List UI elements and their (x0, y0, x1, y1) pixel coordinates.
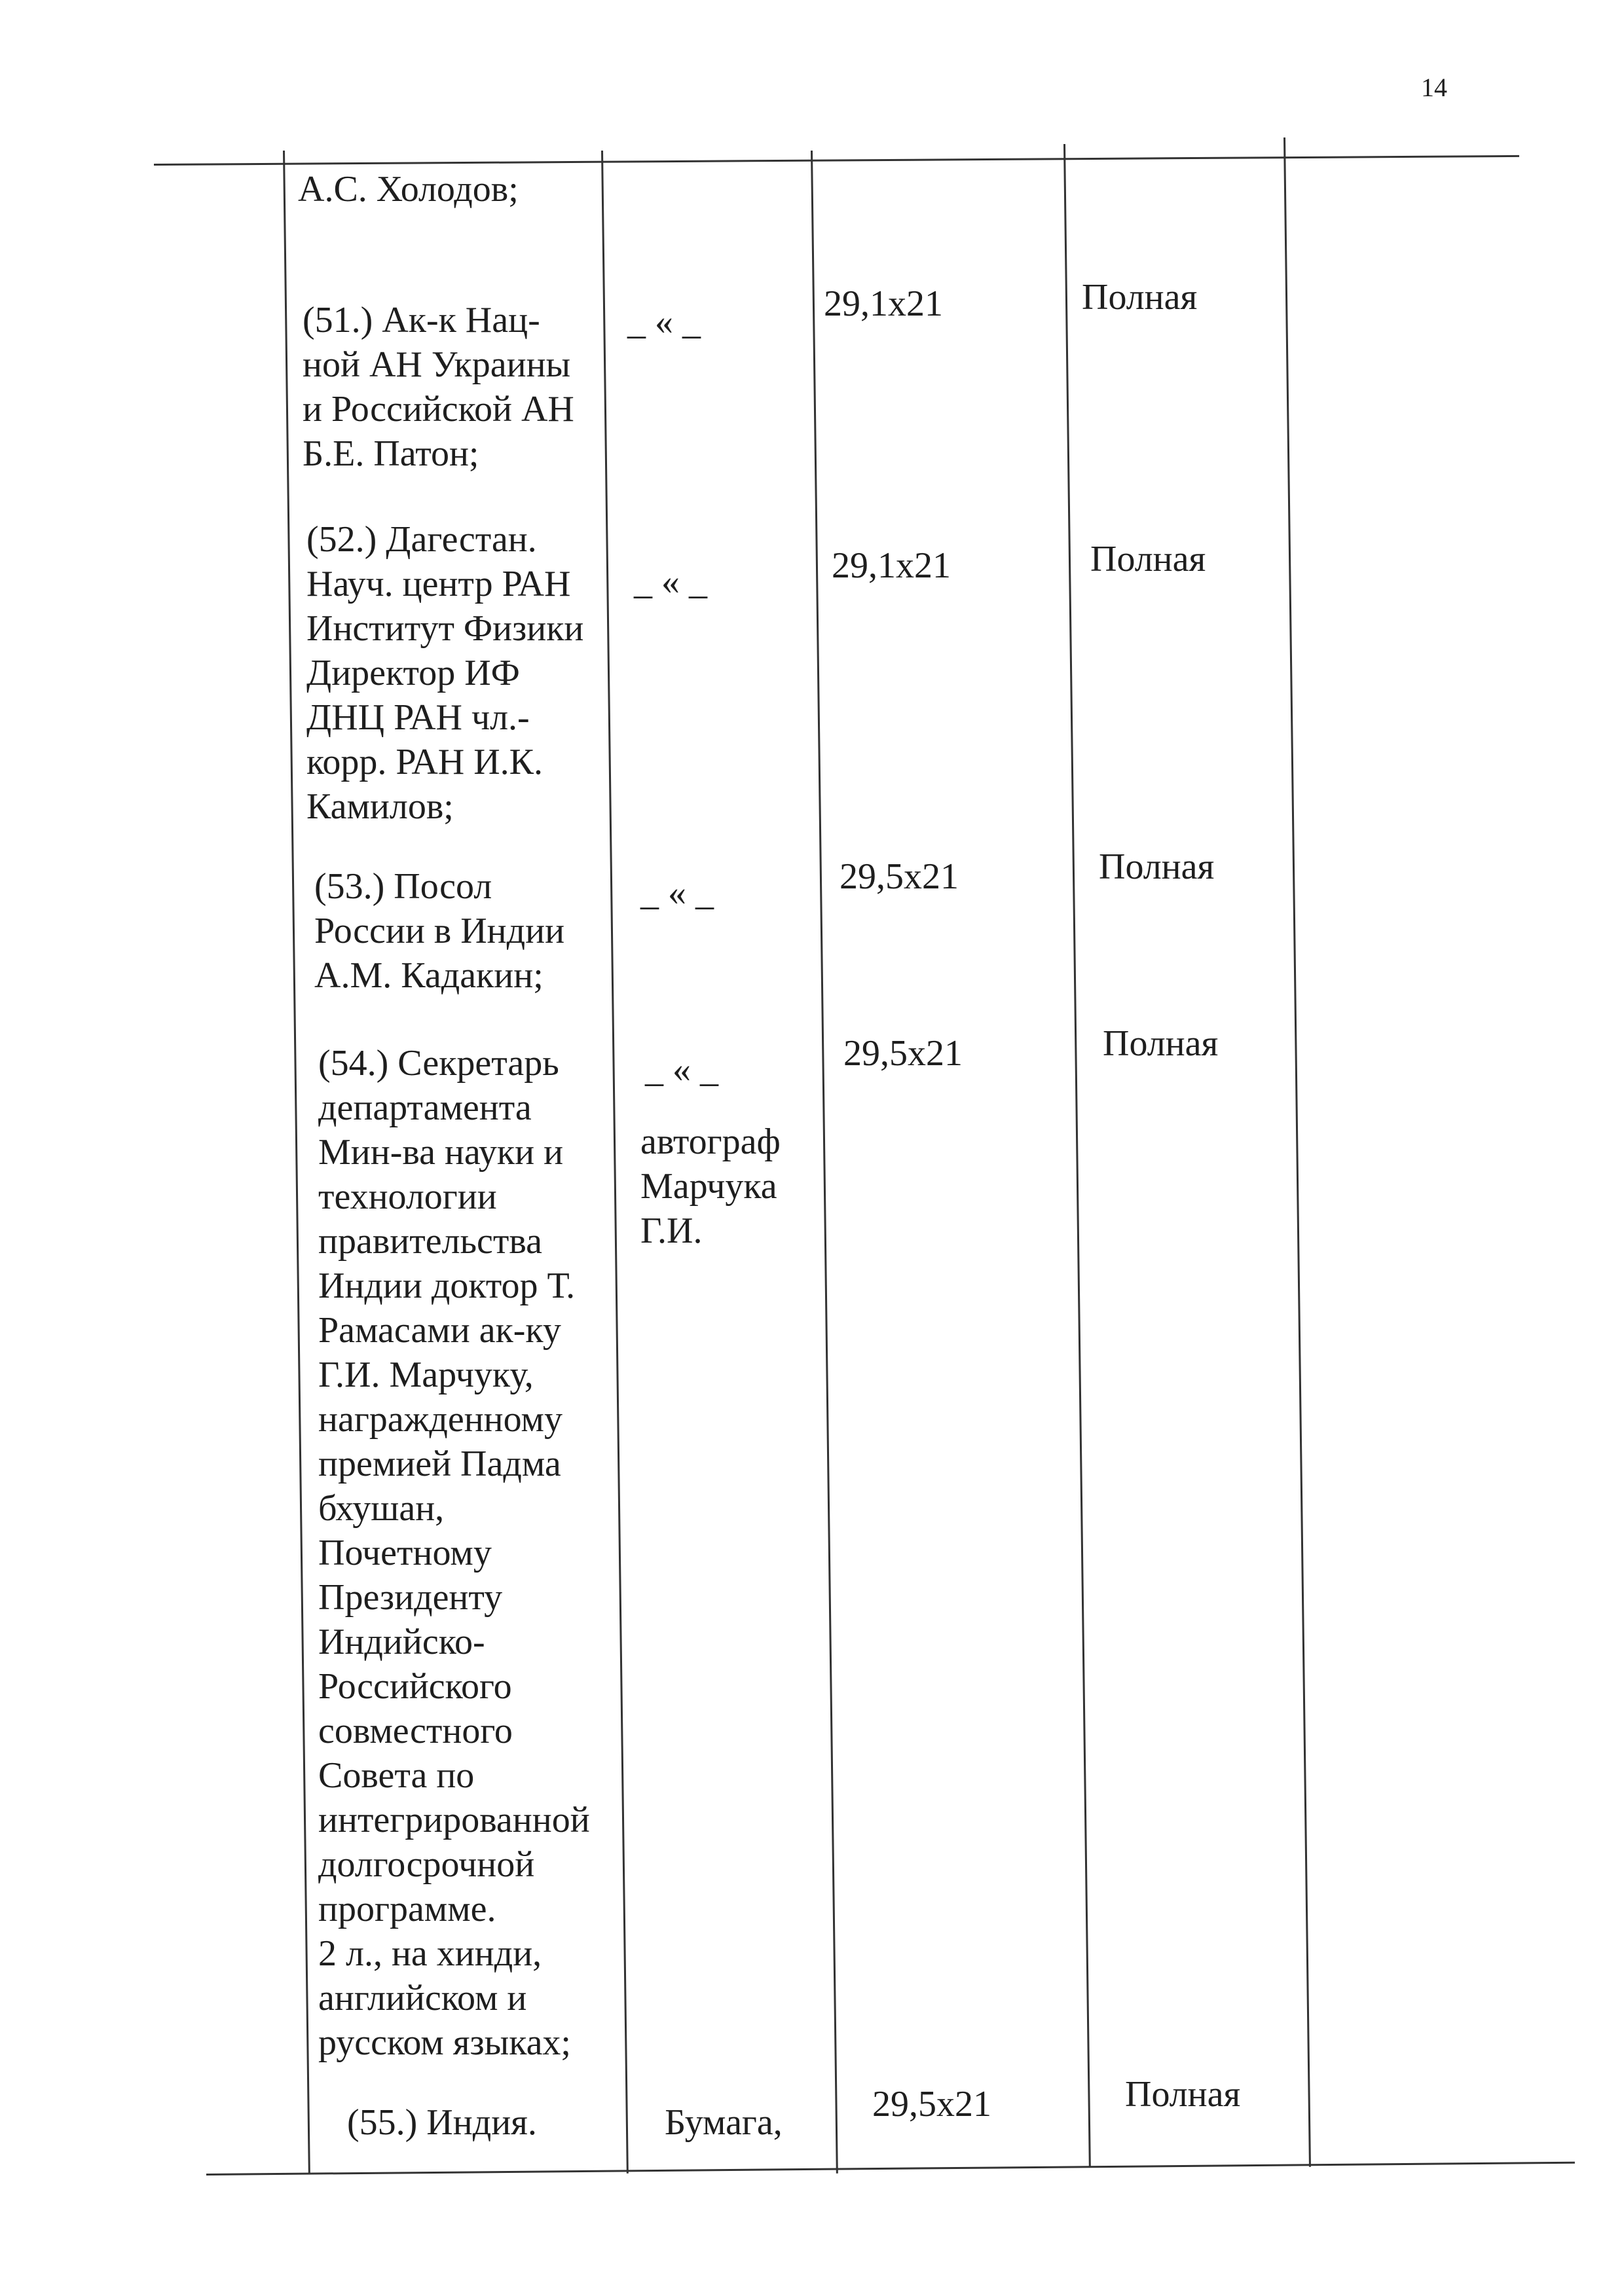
table-cell-size: 29,1x21 (824, 283, 943, 324)
table-cell-material: _ « _ (634, 562, 707, 602)
table-cell-completeness: Полная (1125, 2074, 1241, 2115)
table-cell-size: 29,5x21 (840, 856, 959, 897)
table-cell-material: _ « _ (640, 873, 714, 913)
table-cell-material-note: автограф Марчука Г.И. (640, 1121, 781, 1251)
table-cell-material: _ « _ (645, 1049, 718, 1090)
table-cell-material: _ « _ (627, 302, 701, 342)
table-top-rule (154, 155, 1519, 166)
table-cell-completeness: Полная (1090, 539, 1206, 579)
table-cell-description: (53.) Посол России в Индии А.М. Кадакин; (314, 866, 565, 996)
column-divider (811, 151, 838, 2174)
column-divider (601, 151, 629, 2174)
column-divider (1283, 137, 1311, 2167)
table-cell-size: 29,1x21 (832, 545, 951, 586)
table-cell-completeness: Полная (1082, 277, 1198, 318)
table-cell-material: Бумага, (665, 2102, 783, 2143)
table-cell-description: (55.) Индия. (347, 2102, 537, 2143)
table-cell-size: 29,5x21 (843, 1033, 963, 1074)
table-bottom-rule (206, 2162, 1575, 2176)
table-cell-description: (54.) Секретарь департамента Мин-ва науки и технологии правительства Индии доктор Т. Рамасами ак-ку Г.И. Марчуку, награжденному премией Падма бхушан, Почетному Президенту Индийско- Российского совместного Совета по интегрированной долгосрочной программе. 2 л., на хинди, английском и русском языках; (318, 1043, 590, 2063)
page-number: 14 (1421, 73, 1447, 102)
table-cell-size: 29,5x21 (872, 2084, 991, 2124)
table-cell-description: (52.) Дагестан. Науч. центр РАН Институт Физики Директор ИФ ДНЦ РАН чл.- корр. РАН И.К. Камилов; (306, 519, 584, 827)
table-cell-completeness: Полная (1103, 1023, 1219, 1064)
table-cell-description: А.С. Холодов; (298, 169, 519, 210)
column-divider (1063, 144, 1091, 2167)
table-cell-completeness: Полная (1099, 847, 1215, 887)
table-cell-description: (51.) Ак-к Нац- ной АН Украины и Российской АН Б.Е. Патон; (303, 300, 574, 474)
